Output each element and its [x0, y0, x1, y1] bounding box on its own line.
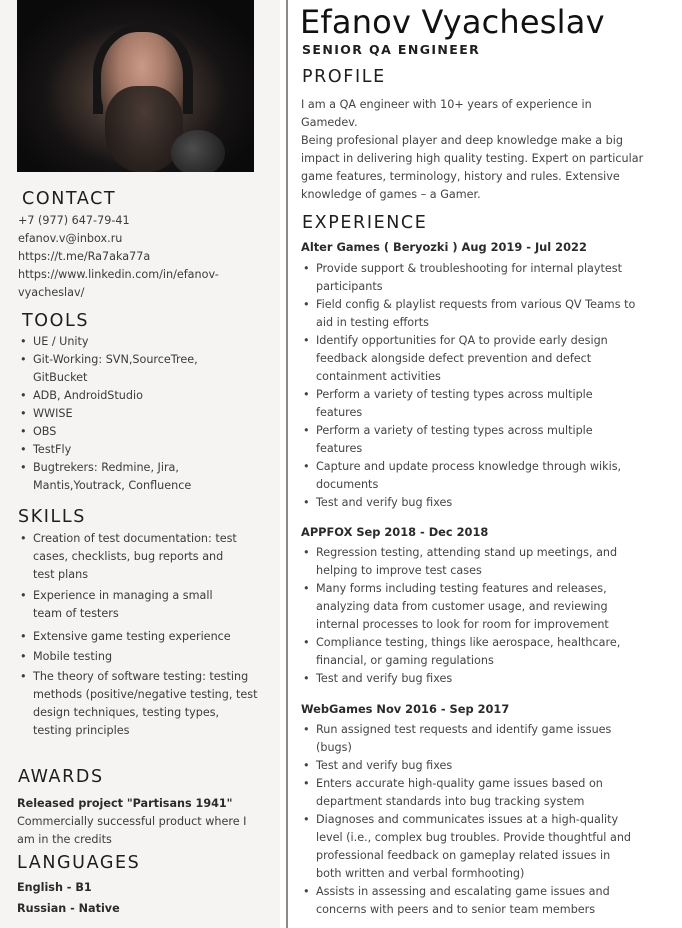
- skills-list: [18, 530, 280, 740]
- list-item-line: documents: [316, 478, 379, 491]
- list-item: [18, 587, 280, 623]
- list-item-line: • Creation of test documentation: test: [33, 532, 237, 545]
- language-item: English - B1: [17, 881, 92, 894]
- list-item: [18, 530, 280, 584]
- list-item: [301, 883, 673, 919]
- list-item-line: • Provide support & troubleshooting for internal playtest: [316, 262, 623, 275]
- list-item-line: analyzing data from customer usage, and reviewing: [316, 600, 608, 613]
- list-item-line: professional feedback on gameplay related issues in: [316, 849, 611, 862]
- list-item-line: • Many forms including testing features and releases,: [316, 582, 607, 595]
- contact-phone[interactable]: +7 (977) 647-79-41: [18, 214, 130, 227]
- list-item-line: • Perform a variety of testing types across multiple: [316, 388, 593, 401]
- job-duties-webgames: [301, 721, 673, 919]
- person-name: Efanov Vyacheslav: [300, 3, 605, 41]
- list-item-line: • Regression testing, attending stand up meetings, and: [316, 546, 618, 559]
- tools-heading: TOOLS: [22, 311, 90, 331]
- list-item-line: • The theory of software testing: testing: [33, 670, 249, 683]
- list-item: [18, 423, 280, 441]
- list-item-line: aid in testing efforts: [316, 316, 429, 329]
- list-item-line: testing principles: [33, 724, 130, 737]
- list-item-line: • Identify opportunities for QA to provide early design: [316, 334, 608, 347]
- list-item-line: • Git-Working: SVN,SourceTree,: [33, 353, 198, 366]
- list-item-line: participants: [316, 280, 383, 293]
- profile-line: Gamedev.: [301, 116, 358, 129]
- list-item-line: methods (positive/negative testing, test: [33, 688, 258, 701]
- list-item-line: concerns with peers and to senior team members: [316, 903, 596, 916]
- awards-heading: AWARDS: [18, 767, 104, 787]
- profile-heading: PROFILE: [302, 67, 386, 87]
- list-item-line: containment activities: [316, 370, 441, 383]
- profile-photo: [17, 0, 254, 172]
- list-item-line: • TestFly: [33, 443, 72, 456]
- list-item-line: • Run assigned test requests and identify game issues: [316, 723, 612, 736]
- list-item-line: financial, or gaming regulations: [316, 654, 494, 667]
- profile-line: knowledge of games – a Gamer.: [301, 188, 481, 201]
- list-item: [18, 387, 280, 405]
- list-item-line: • Capture and update process knowledge through wikis,: [316, 460, 622, 473]
- contact-linkedin-line1: https://www.linkedin.com/in/efanov-: [18, 268, 219, 281]
- list-item-line: department standards into bug tracking system: [316, 795, 585, 808]
- list-item-line: • Assists in assessing and escalating game issues and: [316, 885, 610, 898]
- job-title-webgames: WebGames Nov 2016 - Sep 2017: [301, 702, 510, 716]
- list-item: [18, 459, 280, 495]
- award-line1: Commercially successful product where I: [17, 815, 247, 828]
- list-item-line: test plans: [33, 568, 89, 581]
- contact-heading: CONTACT: [22, 189, 117, 209]
- list-item-line: • Bugtrekers: Redmine, Jira,: [33, 461, 179, 474]
- list-item-line: • Experience in managing a small: [33, 589, 213, 602]
- list-item: [18, 628, 280, 646]
- list-item-line: Mantis,Youtrack, Confluence: [33, 479, 192, 492]
- list-item-line: • Mobile testing: [33, 650, 113, 663]
- list-item-line: • Enters accurate high-quality game issues based on: [316, 777, 603, 790]
- list-item: [301, 580, 673, 634]
- job-title: SENIOR QA ENGINEER: [302, 42, 481, 57]
- list-item: [18, 351, 280, 387]
- list-item: [301, 296, 673, 332]
- list-item: [301, 634, 673, 670]
- list-item: [301, 458, 673, 494]
- contact-block: [18, 212, 278, 302]
- tools-list: [18, 333, 280, 495]
- list-item: [18, 648, 280, 666]
- list-item-line: both written and verbal formhooting): [316, 867, 525, 880]
- list-item-line: • Compliance testing, things like aerospace, healthcare,: [316, 636, 621, 649]
- profile-line: I am a QA engineer with 10+ years of experience in: [301, 98, 592, 111]
- profile-line: impact in delivering high quality testing. Expert on particular: [301, 152, 644, 165]
- list-item-line: • UE / Unity: [33, 335, 89, 348]
- list-item: [301, 721, 673, 757]
- list-item: [18, 441, 280, 459]
- job-title-appfox: APPFOX Sep 2018 - Dec 2018: [301, 525, 489, 539]
- profile-line: Being profesional player and deep knowledge make a big: [301, 134, 623, 147]
- list-item-line: • Test and verify bug fixes: [316, 496, 453, 509]
- list-item: [301, 494, 673, 512]
- list-item-line: (bugs): [316, 741, 352, 754]
- job-duties-appfox: [301, 544, 673, 688]
- list-item-line: • Extensive game testing experience: [33, 630, 231, 643]
- language-item: Russian - Native: [17, 902, 120, 915]
- list-item-line: • WWISE: [33, 407, 73, 420]
- list-item-line: feedback alongside defect prevention and defect: [316, 352, 592, 365]
- skills-heading: SKILLS: [18, 507, 86, 527]
- list-item-line: • ADB, AndroidStudio: [33, 389, 143, 402]
- list-item: [301, 544, 673, 580]
- list-item: [301, 775, 673, 811]
- list-item-line: internal processes to look for room for improvement: [316, 618, 609, 631]
- award-line2: am in the credits: [17, 833, 112, 846]
- profile-line: game features, terminology, history and rules. Extensive: [301, 170, 620, 183]
- list-item-line: design techniques, testing types,: [33, 706, 220, 719]
- list-item-line: team of testers: [33, 607, 119, 620]
- job-duties-alter-games: [301, 260, 673, 512]
- list-item: [301, 811, 673, 883]
- list-item-line: helping to improve test cases: [316, 564, 482, 577]
- list-item-line: • Diagnoses and communicates issues at a high-quality: [316, 813, 619, 826]
- contact-linkedin-link[interactable]: [18, 266, 278, 302]
- microphone-shape: [171, 130, 225, 172]
- list-item-line: • OBS: [33, 425, 57, 438]
- list-item-line: • Test and verify bug fixes: [316, 672, 453, 685]
- list-item-line: features: [316, 406, 363, 419]
- list-item-line: • Field config & playlist requests from various QV Teams to: [316, 298, 636, 311]
- list-item-line: • Test and verify bug fixes: [316, 759, 453, 772]
- contact-linkedin-line2: vyacheslav/: [18, 286, 85, 299]
- list-item-line: • Perform a variety of testing types across multiple: [316, 424, 593, 437]
- list-item: [301, 422, 673, 458]
- contact-telegram-link[interactable]: https://t.me/Ra7aka77a: [18, 250, 151, 263]
- list-item: [301, 332, 673, 386]
- contact-email[interactable]: efanov.v@inbox.ru: [18, 232, 123, 245]
- list-item-line: level (i.e., complex bug troubles. Provide thoughtful and: [316, 831, 632, 844]
- list-item-line: cases, checklists, bug reports and: [33, 550, 224, 563]
- profile-text: [301, 96, 673, 204]
- list-item: [18, 668, 280, 740]
- job-title-alter-games: Alter Games ( Beryozki ) Aug 2019 - Jul 2022: [301, 240, 587, 254]
- list-item: [301, 670, 673, 688]
- languages-heading: LANGUAGES: [17, 853, 141, 873]
- list-item: [18, 405, 280, 423]
- experience-heading: EXPERIENCE: [302, 213, 428, 233]
- list-item-line: features: [316, 442, 363, 455]
- list-item-line: GitBucket: [33, 371, 88, 384]
- list-item: [301, 260, 673, 296]
- languages-block: [17, 877, 277, 919]
- award-title: Released project "Partisans 1941": [17, 797, 233, 810]
- sidebar: [0, 0, 288, 928]
- list-item: [18, 333, 280, 351]
- list-item: [301, 757, 673, 775]
- list-item: [301, 386, 673, 422]
- awards-block: [17, 795, 277, 849]
